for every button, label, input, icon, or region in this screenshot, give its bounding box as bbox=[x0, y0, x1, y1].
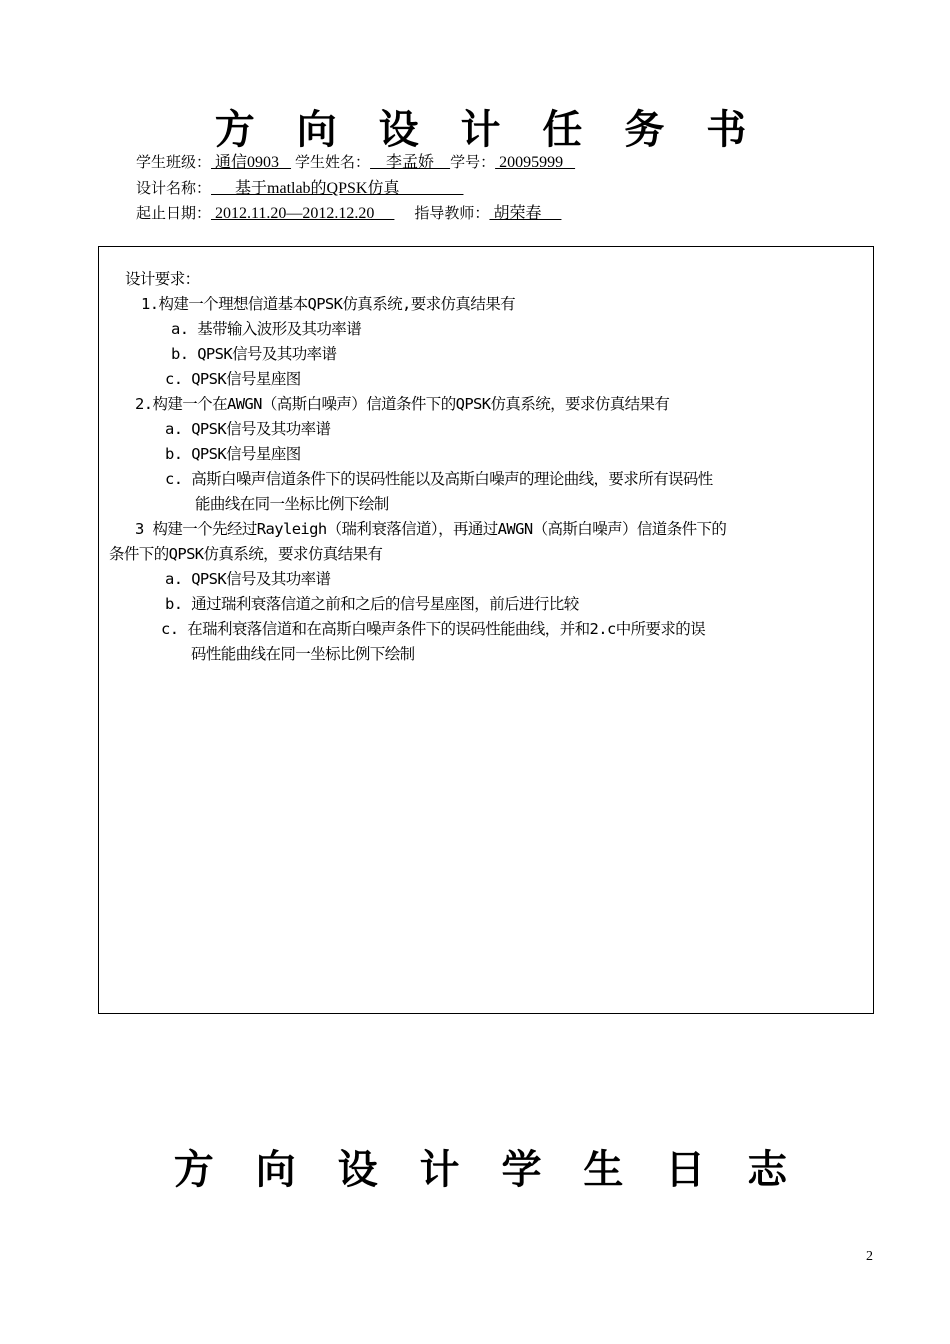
req-line: c. 高斯白噪声信道条件下的误码性能以及高斯白噪声的理论曲线，要求所有误码性 bbox=[165, 470, 713, 488]
name-label: 学生姓名： bbox=[295, 153, 371, 171]
log-title: 方 向 设 计 学 生 日 志 bbox=[173, 1146, 802, 1193]
req-line: 2.构建一个在AWGN（高斯白噪声）信道条件下的QPSK仿真系统，要求仿真结果有 bbox=[135, 395, 670, 413]
req-line: a. QPSK信号及其功率谱 bbox=[165, 570, 331, 588]
req-line: 码性能曲线在同一坐标比例下绘制 bbox=[191, 645, 415, 663]
req-line: 3 构建一个先经过Rayleigh（瑞利衰落信道），再通过AWGN（高斯白噪声）信道条件下的 bbox=[135, 520, 727, 538]
class-label: 学生班级： bbox=[136, 153, 212, 171]
requirements-box bbox=[98, 246, 874, 1014]
req-line: b. QPSK信号星座图 bbox=[165, 445, 301, 463]
req-line: c. 在瑞利衰落信道和在高斯白噪声条件下的误码性能曲线，并和2.c中所要求的误 bbox=[161, 620, 706, 638]
id-label: 学号： bbox=[450, 153, 496, 171]
info-row-date bbox=[136, 200, 561, 223]
page-number: 2 bbox=[866, 1249, 873, 1264]
id-value: 20095999 bbox=[495, 154, 576, 171]
date-value: 2012.11.20—2012.12.20 bbox=[211, 205, 395, 222]
requirements-heading: 设计要求： bbox=[125, 270, 200, 288]
req-line: 1.构建一个理想信道基本QPSK仿真系统,要求仿真结果有 bbox=[141, 295, 516, 313]
req-line: b. QPSK信号及其功率谱 bbox=[171, 345, 337, 363]
page-title: 方 向 设 计 任 务 书 bbox=[214, 106, 761, 153]
req-line: 条件下的QPSK仿真系统，要求仿真结果有 bbox=[109, 545, 383, 563]
info-row-design bbox=[136, 175, 463, 198]
name-value: 李孟娇 bbox=[370, 154, 451, 171]
design-label: 设计名称： bbox=[136, 179, 212, 197]
req-line: a. 基带输入波形及其功率谱 bbox=[171, 320, 362, 338]
req-line: 能曲线在同一坐标比例下绘制 bbox=[195, 495, 389, 513]
teacher-value: 胡荣春 bbox=[489, 205, 562, 222]
date-label: 起止日期： bbox=[136, 204, 212, 222]
class-value: 通信0903 bbox=[211, 154, 292, 171]
req-line: c. QPSK信号星座图 bbox=[165, 370, 301, 388]
design-value: 基于matlab的QPSK仿真 bbox=[211, 180, 464, 197]
info-row-student bbox=[136, 149, 575, 172]
req-line: b. 通过瑞利衰落信道之前和之后的信号星座图，前后进行比较 bbox=[165, 595, 579, 613]
teacher-label: 指导教师： bbox=[414, 204, 490, 222]
req-line: a. QPSK信号及其功率谱 bbox=[165, 420, 331, 438]
